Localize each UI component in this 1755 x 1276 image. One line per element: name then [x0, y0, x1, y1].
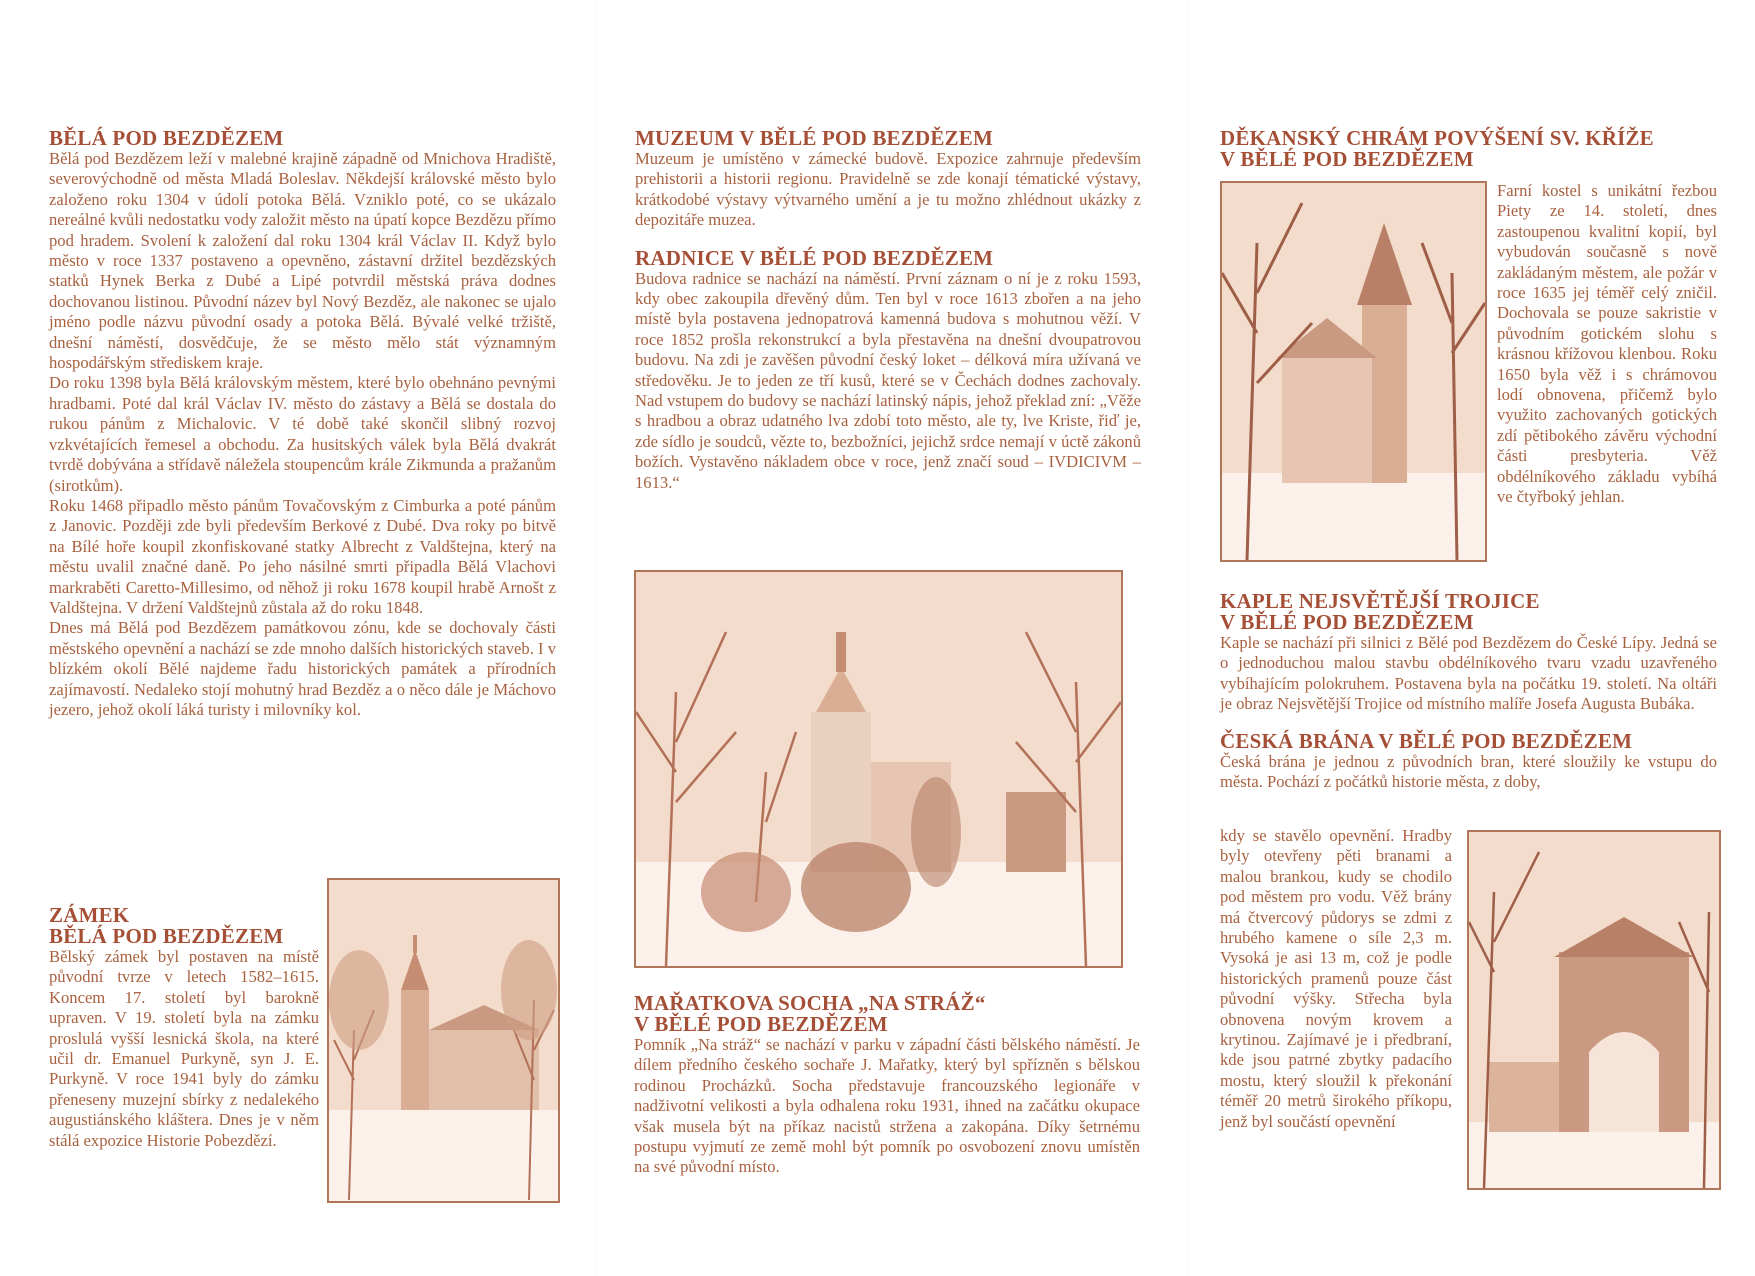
photo-radnice — [634, 570, 1123, 968]
section-text-bela-2: Do roku 1398 byla Bělá královským městem, které bylo obehnáno pevnými hradbami. Poté dal král Václav IV. město do zástavy a Bělá se dostala do rukou pánům z Michalovic. V té době také skončil slibný rozvoj vzkvétajících řemesel a obchodu. Za husitských válek byla Bělá dvakrát tvrdě dobývána a střídavě náležela stoupencům krále Zikmunda a pražanům (sirotkům). — [49, 373, 556, 495]
section-text-chram: Farní kostel s unikátní řezbou Piety ze 14. století, dnes zastoupenou kvalitní kopií, byl vybudován současně s nově zakládaným městem, ale požár v roce 1635 jej téměř celý zničil. Dochovala se pouze sakristie v původním gotickém slohu s krásnou křížovou klenbou. Roku 1650 byla věž i s chrámovou lodí obnovena, přičemž bylo využito zachovaných gotických zdí pětibokého závěru východní části presbyteria. Věž obdélníkového základu vybíhá ve čtyřboký jehlan. — [1497, 181, 1717, 507]
kaple-section — [1220, 591, 1717, 792]
castle-winter-photo — [329, 880, 558, 1201]
section-text-bela: Bělá pod Bezdězem leží v malebné krajině západně od Mnichova Hradiště, severovýchodně od města Mladá Boleslav. Někdejší královské město bylo založeno roku 1304 v údolí potoka Bělá. Vzniklo poté, co se ukázalo nereálné kvůli nedostatku vody založit město na úpatí kopce Bezdězu přímo pod hradem. Svolení k založení dal roku 1304 král Václav II. Když bylo město v roce 1337 postaveno a opevněno, zástavní držitel bezdězských statků Hynek Berka z Dubé a Lipé potvrdil městská práva dodnes dochovanou listinou. Původní název byl Nový Bezděz, ale nakonec se ujalo jméno podle názvu původní osady a potoka Bělá. Bývalé velké tržiště, dnešní náměstí, dosvědčuje, že se město mělo stát významným hospodářským střediskem kraje. — [49, 149, 556, 373]
column-1 — [49, 128, 556, 720]
fold-line — [595, 0, 596, 1276]
chram-text-box — [1497, 181, 1717, 508]
section-title-kaple-1: KAPLE NEJSVĚTĚJŠÍ TROJICE — [1220, 589, 1540, 613]
section-title-radnice: RADNICE V BĚLÉ POD BEZDĚZEM — [635, 245, 994, 270]
section-text-radnice: Budova radnice se nachází na náměstí. První záznam o ní je z roku 1593, kdy obec zakoupila dřevěný dům. Ten byl v roce 1613 zbořen a na jeho místě byla postavena jednopatrová kamenná budova s mohutnou věží. V roce 1852 prošla rekonstrukcí a byla přestavěna na dnešní dvoupatrovou budovu. Na zdi je zavěšen původní český loket – délková míra užívaná ve středověku. Je to jeden ze tří kusů, které se v Čechách dodnes zachovaly. Nad vstupem do budovy se nachází latinský nápis, jehož překlad zní: „Věže s hradbou a obraz udatného lva zdobí toto město, ale ty, lve Kriste, řiď je, zde sídlo je soudců, vězte to, bezbožníci, jejichž srdce nemají v úctě zákonů božích. Vystavěno nákladem obce v roce, jenž značí soud – IVDICIVM – 1613.“ — [635, 268, 1141, 492]
section-title-socha-1: MAŘATKOVA SOCHA „NA STRÁŽ“ — [634, 991, 986, 1015]
section-title-chram-1: DĚKANSKÝ CHRÁM POVÝŠENÍ SV. KŘÍŽE — [1220, 126, 1654, 150]
section-title-brana: ČESKÁ BRÁNA V BĚLÉ POD BEZDĚZEM — [1220, 728, 1633, 753]
section-text-socha: Pomník „Na stráž“ se nachází v parku v západní části bělského náměstí. Je dílem předního českého sochaře J. Mařatky, který byl spřízněn s bělskou rodinou Procházků. Socha představuje francouzského legionáře v nadživotní velikosti a byla odhalena roku 1931, ihned na začátku okupace však musela být na příkaz nacistů stržena a zakopána. Díky šetrnému postupu vyjmutí ze země mohl být pomník po osvobození znovu umístěn na své původní místo. — [634, 1035, 1140, 1177]
column-2 — [635, 128, 1141, 493]
zamek-section — [49, 905, 319, 1151]
church-winter-photo — [1222, 183, 1485, 560]
section-title-kaple-2: V BĚLÉ POD BEZDĚZEM — [1220, 610, 1474, 634]
section-text-zamek: Bělský zámek byl postaven na místě původní tvrze v letech 1582–1615. Koncem 17. století byl barokně upraven. V 19. století byla na zámku proslulá vyšší lesnická škola, na které učil dr. Emanuel Purkyně, syn J. E. Purkyně. V roce 1941 byly do zámku přeneseny muzejní sbírky z nedalekého augustiánského kláštera. Dnes je v něm stálá expozice Historie Pobezdězí. — [49, 947, 319, 1150]
photo-chram — [1220, 181, 1487, 562]
section-title-zamek-2: BĚLÁ POD BEZDĚZEM — [49, 924, 284, 948]
section-title-zamek-1: ZÁMEK — [49, 903, 130, 927]
section-title-socha-2: V BĚLÉ POD BEZDĚZEM — [634, 1012, 888, 1036]
section-title-muzeum: MUZEUM V BĚLÉ POD BEZDĚZEM — [635, 126, 993, 150]
brana-narrow-box — [1220, 826, 1452, 1132]
section-text-brana-full: Česká brána je jednou z původních bran, které sloužily ke vstupu do města. Pochází z počátků historie města, z doby, — [1220, 751, 1717, 792]
gate-winter-photo — [1469, 832, 1719, 1188]
townhall-winter-photo — [636, 572, 1121, 966]
section-title-chram-2: V BĚLÉ POD BEZDĚZEM — [1220, 147, 1474, 171]
section-text-brana-narrow: kdy se stavělo opevnění. Hradby byly otevřeny pěti branami a malou brankou, kudy se chodilo pod městem pro vodu. Věž brány má čtvercový půdorys se zdmi z hrubého kamene o síle 2,3 m. Vysoká je asi 13 m, což je podle historických pramenů pouze část původní výšky. Střecha byla obnovena novým krovem a krytinou. Zajímavé je i předbraní, kde jsou patrné zbytky padacího mostu, který sloužil k překonání téměř 20 metrů širokého příkopu, jenž byl součástí opevnění — [1220, 826, 1452, 1131]
section-text-bela-3: Roku 1468 připadlo město pánům Tovačovským z Cimburka a poté pánům z Janovic. Později zde byli především Berkové z Dubé. Dva roky po bitvě na Bílé hoře koupil zkonfiskované statky Albrecht z Valdštejna, který na městu uvalil značné daně. Po jeho násilné smrti připadla Bělá Vlachovi markraběti Caretto-Millesimo, od něhož ji roku 1678 koupil hrabě Arnošt z Valdštejna. V držení Valdštejnů zůstala až do roku 1848. — [49, 495, 556, 617]
photo-brana — [1467, 830, 1721, 1190]
fold-line — [1188, 0, 1189, 1276]
section-text-bela-4: Dnes má Bělá pod Bezdězem památkovou zónu, kde se dochovaly části městského opevnění a nachází se zde mnoho dalších historických staveb. I v blízkém okolí Bělé najdeme řadu historických památek a přírodních zajímavostí. Nedaleko stojí mohutný hrad Bezděz a o něco dále je Máchovo jezero, jehož okolí láká turisty i milovníky kol. — [49, 618, 556, 719]
section-text-kaple: Kaple se nachází při silnici z Bělé pod Bezdězem do České Lípy. Jedná se o jednoduchou malou stavbu obdélníkového tvaru vzadu uzavřeného vybíhajícím polokruhem. Postavena byla na počátku 19. století. Na oltáři je obraz Nejsvětější Trojice od místního malíře Josefa Augusta Bubáka. — [1220, 633, 1717, 714]
socha-section — [634, 993, 1140, 1178]
section-text-muzeum: Muzeum je umístěno v zámecké budově. Expozice zahrnuje především prehistorii a historii regionu. Pravidelně se zde konají tématické výstavy, krátkodobé výstavy výtvarného umění a je tu možno zhlédnout ukázky z depozitáře muzea. — [635, 149, 1141, 230]
photo-zamek — [327, 878, 560, 1203]
column-3 — [1220, 128, 1717, 170]
section-title-bela: BĚLÁ POD BEZDĚZEM — [49, 126, 284, 150]
